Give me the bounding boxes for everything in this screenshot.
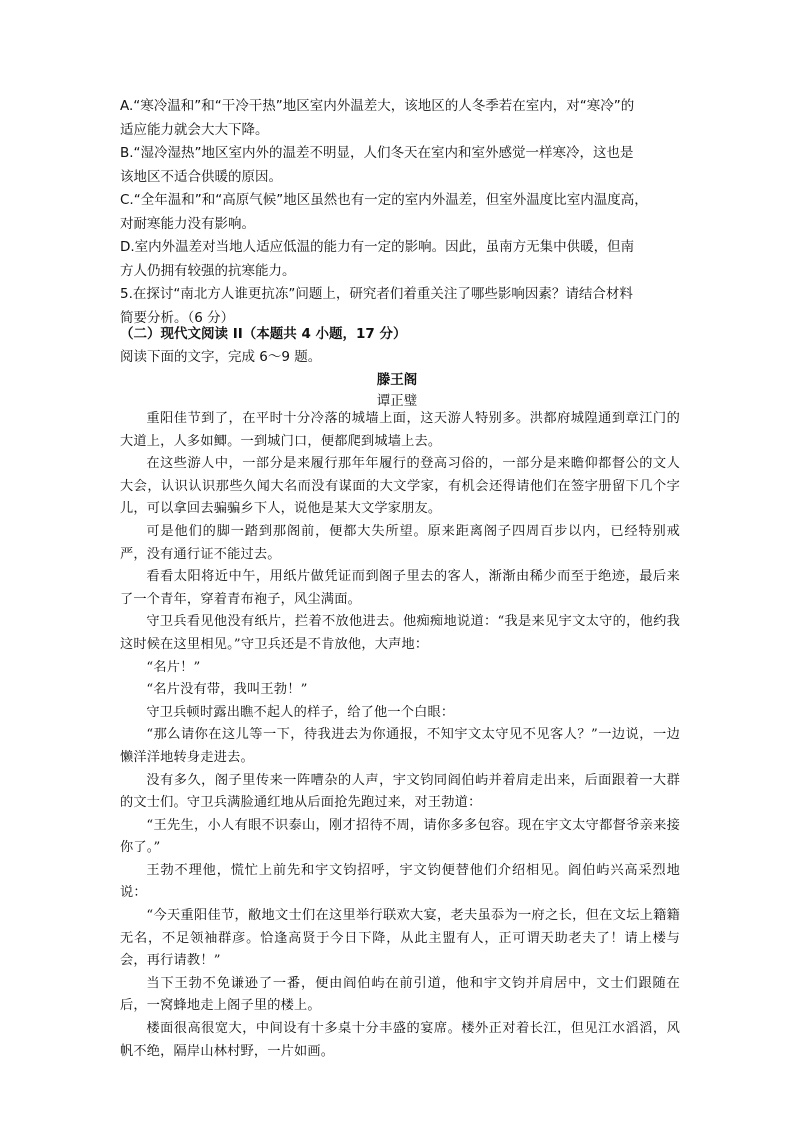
option-a-line-2: 适应能力就会大大下降。 bbox=[120, 121, 269, 138]
story-paragraph: “王先生，小人有眼不识泰山，刚才招待不周，请你多多包容。现在宇文太守都督爷亲来接你了。” bbox=[120, 817, 680, 856]
story-paragraph: 守卫兵看见他没有纸片，拦着不放他进去。他痴痴地说道：“我是来见宇文太守的，他约我这时候在这里相见。”守卫兵还是不肯放他，大声地： bbox=[120, 614, 680, 652]
story-paragraph: “名片！” bbox=[146, 659, 201, 675]
story-paragraph: “今天重阳佳节，敝地文士们在这里举行联欢大宴，老夫虽忝为一府之长，但在文坛上籍籍无名，不足领袖群彦。恰逢高贤于今日下降，从此主盟有人，正可谓天助老夫了！请上楼与会，再行请教！” bbox=[120, 908, 680, 969]
story-paragraph: 当下王勃不免谦逊了一番，便由阎伯屿在前引道，他和宇文钧并肩居中，文士们跟随在后，一窝蜂地走上阁子里的楼上。 bbox=[120, 975, 680, 1014]
section-instruction: 阅读下面的文字，完成 6～9 题。 bbox=[120, 349, 322, 365]
option-c-line-2: 对耐寒能力没有影响。 bbox=[120, 215, 255, 232]
option-a-line-1: A.“寒冷温和”和“干冷干热”地区室内外温差大，该地区的人冬季若在室内，对“寒冷”的 bbox=[120, 98, 635, 114]
option-c-line-1: C.“全年温和”和“高原气候”地区虽然也有一定的室内外温差，但室外温度比室内温度高， bbox=[120, 192, 648, 208]
story-paragraph: 守卫兵顿时露出瞧不起人的样子，给了他一个白眼： bbox=[146, 704, 455, 720]
story-paragraph: “那么请你在这儿等一下，待我进去为你通报，不知宇文太守见不见客人？”一边说，一边懒洋洋地转身走进去。 bbox=[120, 727, 680, 765]
story-body bbox=[120, 408, 680, 1063]
section-header bbox=[120, 323, 680, 369]
option-d-line-1: D.室内外温差对当地人适应低温的能力有一定的影响。因此，虽南方无集中供暖，但南 bbox=[120, 239, 635, 255]
story-paragraph: 王勃不理他，慌忙上前先和宇文钧招呼，宇文钧便替他们介绍相见。阎伯屿兴高采烈地说： bbox=[120, 862, 680, 901]
story-paragraph: 楼面很高很宽大，中间设有十多桌十分丰盛的宴席。楼外正对着长江，但见江水滔滔，风帆不绝，隔岸山林村野，一片如画。 bbox=[120, 1021, 680, 1059]
option-b-line-2: 该地区不适合供暖的原因。 bbox=[120, 168, 282, 185]
option-b-line-1: B.“湿冷湿热”地区室内外的温差不明显，人们冬天在室内和室外感觉一样寒冷，这也是 bbox=[120, 145, 634, 161]
story-paragraph: 看看太阳将近中午，用纸片做凭证而到阁子里去的客人，渐渐由稀少而至于绝迹，最后来了一个青年，穿着青布袍子，风尘满面。 bbox=[120, 569, 680, 607]
story-author: 谭正璧 bbox=[376, 393, 418, 409]
story-paragraph: 重阳佳节到了，在平时十分冷落的城墙上面，这天游人特别多。洪都府城隍通到章江门的大道上，人多如鲫。一到城门口，便都爬到城墙上去。 bbox=[120, 411, 680, 449]
story-paragraph: “名片没有带，我叫王勃！” bbox=[146, 682, 308, 698]
story-paragraph: 在这些游人中，一部分是来履行那年年履行的登高习俗的，一部分是来瞻仰都督公的文人大会，认识认识那些久闻大名而没有谋面的大文学家，有机会还得请他们在签字册留下几个字儿，可以拿回去骗骗乡下人，说他是某大文学家朋友。 bbox=[120, 456, 680, 517]
question-5-line-2: 简要分析。（6 分） bbox=[120, 309, 235, 326]
story-paragraph: 可是他们的脚一踏到那阁前，便都大失所望。原来距离阁子四周百步以内，已经特别戒严，没有通行证不能过去。 bbox=[120, 523, 680, 562]
section-heading: （二）现代文阅读 II（本题共 4 小题，17 分） bbox=[120, 326, 407, 342]
question-5-line-1: 5.在探讨“南北方人谁更抗冻”问题上，研究者们着重关注了哪些影响因素？请结合材料 bbox=[120, 286, 633, 302]
story-paragraph: 没有多久，阁子里传来一阵嘈杂的人声，宇文钧同阎伯屿并着肩走出来，后面跟着一大群的文士们。守卫兵满脸通红地从后面抢先跑过来，对王勃道： bbox=[120, 772, 680, 811]
question-options bbox=[120, 95, 680, 330]
story-title: 滕王阁 bbox=[376, 372, 418, 388]
option-d-line-2: 方人仍拥有较强的抗寒能力。 bbox=[120, 262, 296, 279]
